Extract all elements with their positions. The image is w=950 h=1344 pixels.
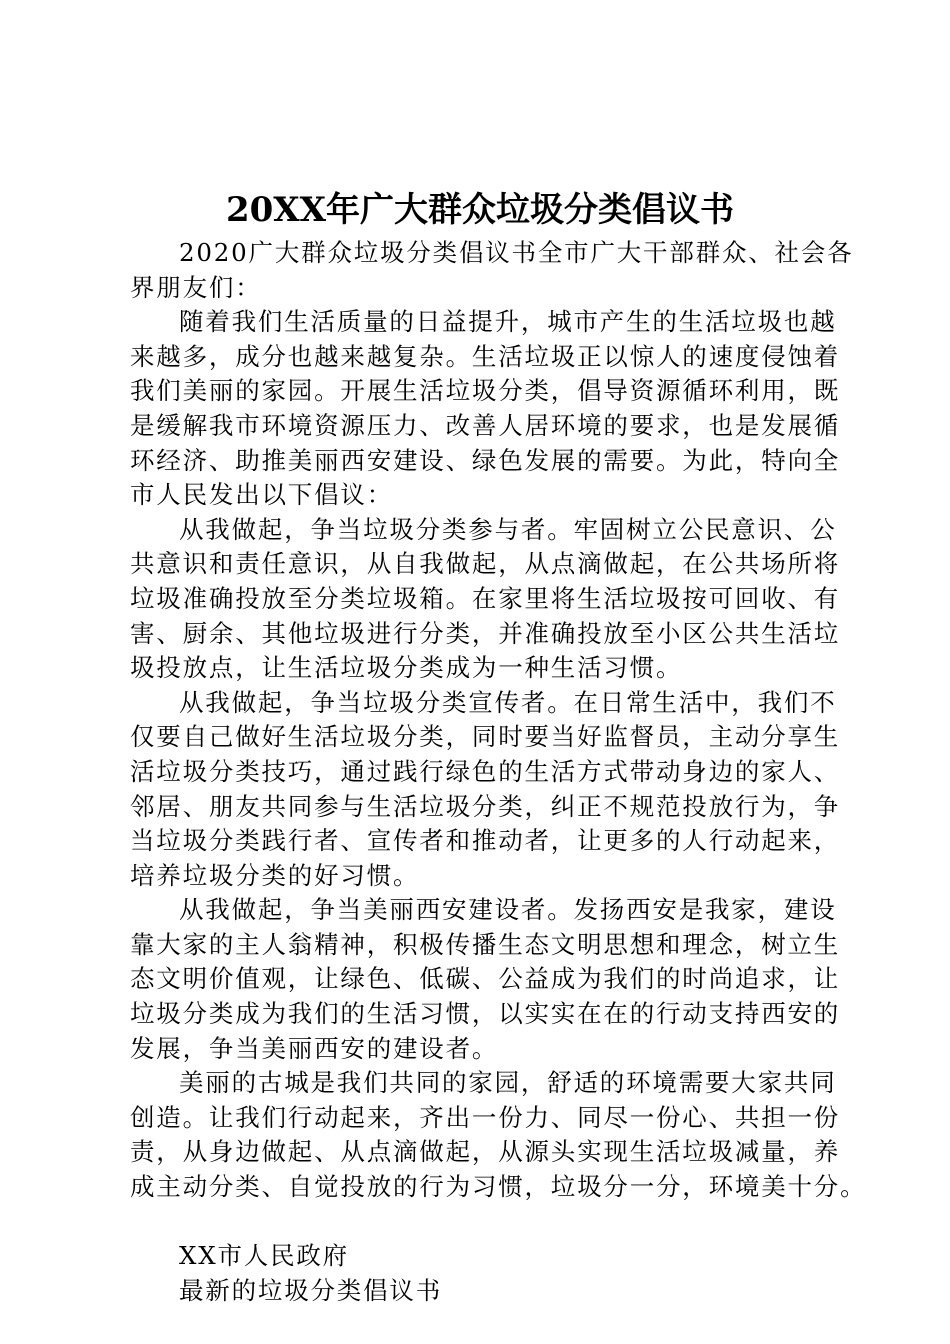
- document-title: 20XX年广大群众垃圾分类倡议书: [225, 190, 735, 230]
- body-line: 环经济、助推美丽西安建设、绿色发展的需要。为此，特向全: [130, 445, 841, 475]
- body-line: 培养垃圾分类的好习惯。: [130, 860, 420, 890]
- body-line: 垃圾分类成为我们的生活习惯，以实实在在的行动支持西安的: [130, 999, 841, 1029]
- blank-gap: [130, 1205, 860, 1240]
- body-line: 态文明价值观，让绿色、低碳、公益成为我们的时尚追求，让: [130, 964, 841, 994]
- body-line: 圾投放点，让生活垃圾分类成为一种生活习惯。: [130, 653, 683, 683]
- body-line: 2020广大群众垃圾分类倡议书全市广大干部群众、社会各: [179, 238, 854, 267]
- body-line: 当垃圾分类践行者、宣传者和推动者，让更多的人行动起来，: [130, 826, 841, 856]
- body-line: 共意识和责任意识，从自我做起，从点滴做起，在公共场所将: [130, 549, 841, 579]
- body-line: 责，从身边做起、从点滴做起，从源头实现生活垃圾减量，养: [130, 1137, 841, 1167]
- document-body: [130, 236, 867, 1308]
- signature: XX市人民政府: [179, 1241, 349, 1271]
- body-line: 是缓解我市环境资源压力、改善人居环境的要求，也是发展循: [130, 410, 841, 440]
- body-line: 害、厨余、其他垃圾进行分类，并准确投放至小区公共生活垃: [130, 618, 841, 648]
- body-line: 市人民发出以下倡议：: [130, 480, 393, 510]
- body-line: 来越多，成分也越来越复杂。生活垃圾正以惊人的速度侵蚀着: [130, 341, 841, 371]
- body-line: 美丽的古城是我们共同的家园，舒适的环境需要大家共同: [179, 1068, 837, 1098]
- body-line: 从我做起，争当垃圾分类宣传者。在日常生活中，我们不: [179, 687, 837, 717]
- body-line: 随着我们生活质量的日益提升，城市产生的生活垃圾也越: [179, 307, 837, 337]
- body-line: 从我做起，争当美丽西安建设者。发扬西安是我家，建设: [179, 895, 837, 925]
- body-line: 创造。让我们行动起来，齐出一份力、同尽一份心、共担一份: [130, 1102, 841, 1132]
- body-line: 我们美丽的家园。开展生活垃圾分类，倡导资源循环利用，既: [130, 376, 841, 406]
- body-line: 仅要自己做好生活垃圾分类，同时要当好监督员，主动分享生: [130, 722, 841, 752]
- body-line: 发展，争当美丽西安的建设者。: [130, 1033, 499, 1063]
- body-line: 成主动分类、自觉投放的行为习惯，垃圾分一分，环境美十分。: [130, 1172, 867, 1202]
- body-line: 垃圾准确投放至分类垃圾箱。在家里将生活垃圾按可回收、有: [130, 583, 841, 613]
- body-line: 活垃圾分类技巧，通过践行绿色的生活方式带动身边的家人、: [130, 756, 841, 786]
- body-line: 靠大家的主人翁精神，积极传播生态文明思想和理念，树立生: [130, 929, 841, 959]
- body-line: 从我做起，争当垃圾分类参与者。牢固树立公民意识、公: [179, 514, 837, 544]
- body-line: 界朋友们：: [130, 272, 262, 302]
- body-line: 邻居、朋友共同参与生活垃圾分类，纠正不规范投放行为，争: [130, 791, 841, 821]
- footer-title: 最新的垃圾分类倡议书: [179, 1275, 442, 1305]
